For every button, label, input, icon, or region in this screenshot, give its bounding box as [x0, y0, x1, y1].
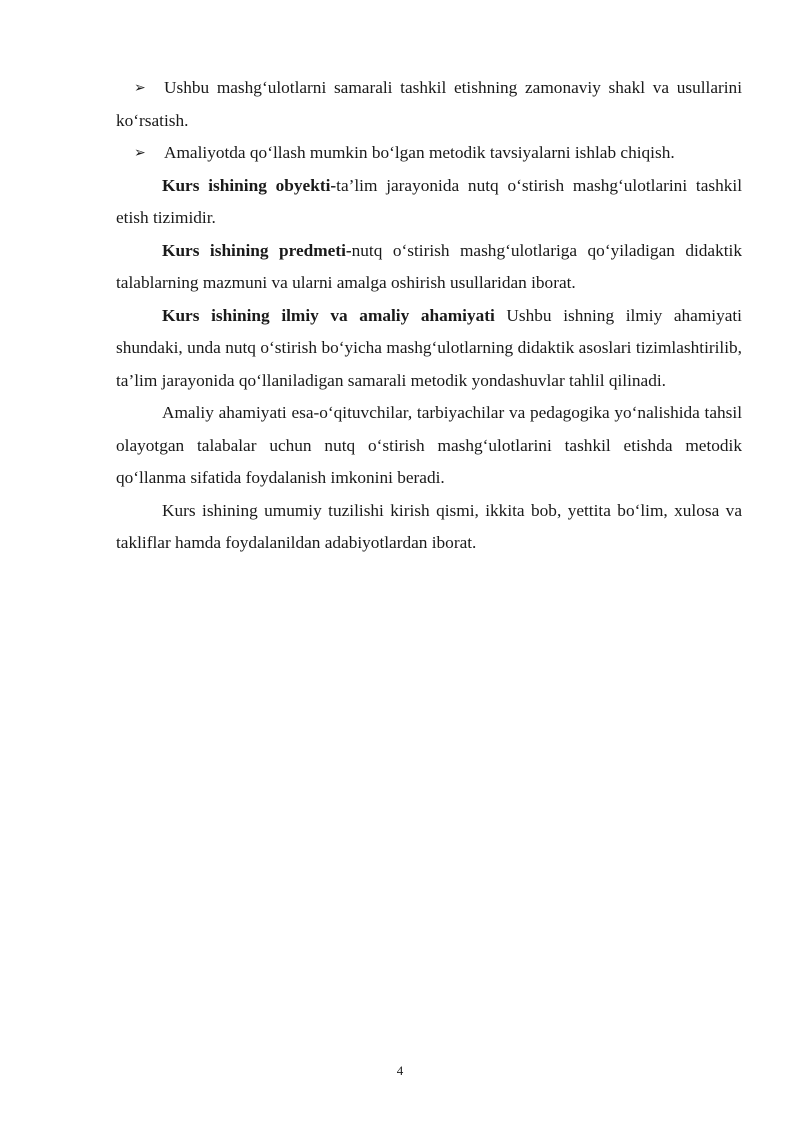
page-number: 4: [396, 1063, 404, 1078]
paragraph-text: Ushbu ishning ilmiy ahamiyati shundaki, unda nutq o‘stirish bo‘yicha mashg‘ulotlarning didaktik asoslari tizimlashtirilib, ta’lim jarayonida qo‘llaniladigan samarali metodik yondashuvlar tahlil qilinadi.: [116, 305, 742, 390]
arrow-bullet-icon: ➢: [134, 80, 146, 96]
paragraph-significance: [116, 300, 742, 398]
bullet-text: Ushbu mashg‘ulotlarni samarali tashkil etishning zamonaviy shakl va usullarini ko‘rsatish.: [116, 78, 742, 130]
paragraph-heading: Kurs ishining obyekti-: [162, 175, 337, 195]
paragraph-text: ta’lim jarayonida nutq o‘stirish mashg‘ulotlarini tashkil etish tizimidir.: [116, 175, 742, 227]
paragraph-text: Amaliy ahamiyati esa-o‘qituvchilar, tarbiyachilar va pedagogika yo‘nalishida tahsil olayotgan talabalar uchun nutq o‘stirish mashg‘ulotlarini tashkil etishda metodik qo‘llanma sifatida foydalanish imkonini beradi.: [116, 403, 742, 487]
bullet-text: Amaliyotda qo‘llash mumkin bo‘lgan metodik tavsiyalarni ishlab chiqish.: [164, 143, 675, 162]
bullet-item: [116, 72, 742, 137]
paragraph-object: [116, 170, 742, 235]
paragraph-heading: Kurs ishining ilmiy va amaliy ahamiyati: [162, 305, 495, 325]
paragraph-subject: [116, 235, 742, 300]
paragraph-text: nutq o‘stirish mashg‘ulotlariga qo‘yiladigan didaktik talablarning mazmuni va ularni amalga oshirish usullaridan iborat.: [116, 240, 742, 292]
paragraph-structure: [116, 495, 742, 560]
paragraph-practical: [116, 397, 742, 495]
bullet-item: [116, 137, 742, 170]
paragraph-heading: Kurs ishining predmeti-: [162, 240, 352, 260]
arrow-bullet-icon: ➢: [134, 145, 146, 161]
document-page: [116, 72, 742, 560]
paragraph-text: Kurs ishining umumiy tuzilishi kirish qismi, ikkita bob, yettita bo‘lim, xulosa va takliflar hamda foydalanildan adabiyotlardan iborat.: [116, 500, 742, 552]
